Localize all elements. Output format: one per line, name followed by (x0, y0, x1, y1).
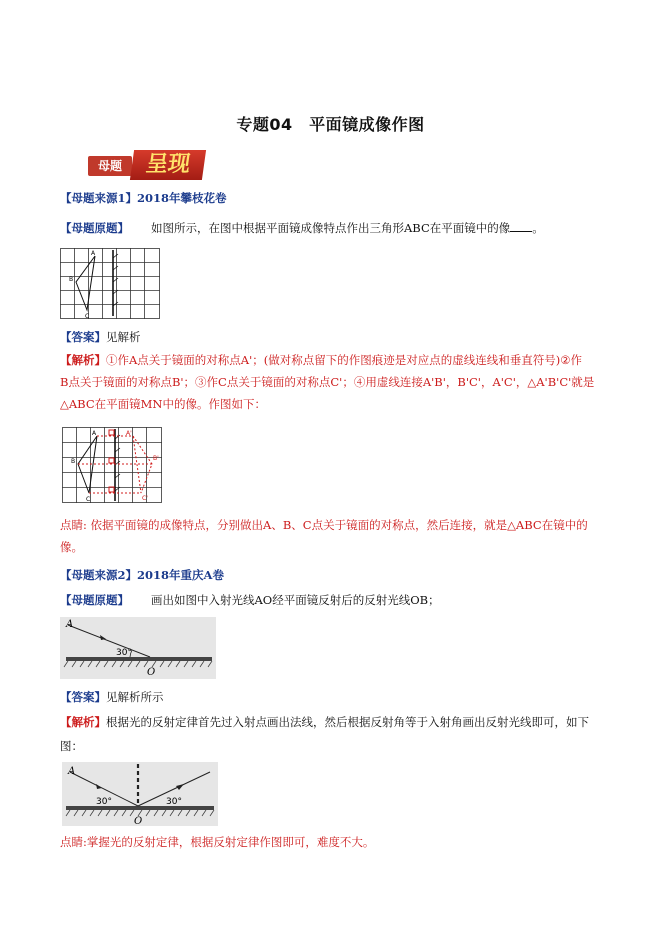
q1-answer: 【答案】见解析 (60, 330, 141, 344)
fig2-label-o: O (134, 816, 143, 826)
q2-source: 【母题来源2】2018年重庆A卷 (60, 568, 224, 582)
q2-note: 点睛:掌握光的反射定律，根据反射定律作图即可，难度不大。 (60, 835, 375, 849)
fig2-label-angle2: 30° (166, 797, 182, 807)
answer-grid-label-b-prime: B' (153, 455, 159, 462)
fig2-label-angle1: 30° (96, 797, 112, 807)
page-title: 专题04 平面镜成像作图 (236, 115, 425, 134)
fig-label-angle: 30° (116, 648, 132, 658)
q1-original: 【母题原题】 如图所示，在图中根据平面镜成像特点作出三角形ABC在平面镜中的像 。 (60, 221, 544, 235)
q2-figure (60, 617, 216, 683)
answer-grid-label-a-prime: A' (126, 430, 132, 437)
answer-grid-label-c-prime: C' (142, 495, 148, 502)
q2-answer-figure (62, 762, 218, 830)
fig2-label-a: A (68, 766, 76, 777)
q2-original: 【母题原题】 画出如图中入射光线AO经平面镜反射后的反射光线OB； (60, 593, 440, 607)
fig-label-o: O (147, 667, 156, 678)
section-banner (88, 150, 216, 180)
banner-left: 母题 (88, 156, 132, 176)
grid-label-c: C (85, 313, 90, 320)
q1-grid-figure (60, 248, 160, 320)
banner-right: 呈现 (130, 150, 206, 180)
q1-answer-grid-figure (62, 427, 162, 503)
answer-grid-label-b: B (71, 458, 76, 465)
q2-analysis: 【解析】根据光的反射定律首先过入射点画出法线，然后根据反射角等于入射角画出反射光线即可，如下 图： (60, 715, 589, 753)
q1-source: 【母题来源1】2018年攀枝花卷 (60, 191, 227, 205)
grid-label-a: A (91, 250, 96, 257)
fig-label-a: A (66, 619, 74, 630)
q1-note: 点睛: 依据平面镜的成像特点，分别做出A、B、C点关于镜面的对称点，然后连接，就是△ABC在镜中的 像。 (60, 518, 588, 554)
answer-grid-label-c: C (86, 496, 91, 503)
q1-analysis: 【解析】①作A点关于镜面的对称点A'；(做对称点留下的作图痕迹是对应点的虚线连线和垂直符号)②作 B点关于镜面的对称点B'；③作C点关于镜面的对称点C'；④用虚线连接A'B'，B'C'，A'C'，△A'B'C'就是 △ABC在平面镜MN中的像。作图如下： (60, 353, 595, 411)
q2-answer: 【答案】见解析所示 (60, 690, 164, 704)
answer-grid-label-a: A (92, 430, 97, 437)
grid-label-b: B (69, 276, 74, 283)
